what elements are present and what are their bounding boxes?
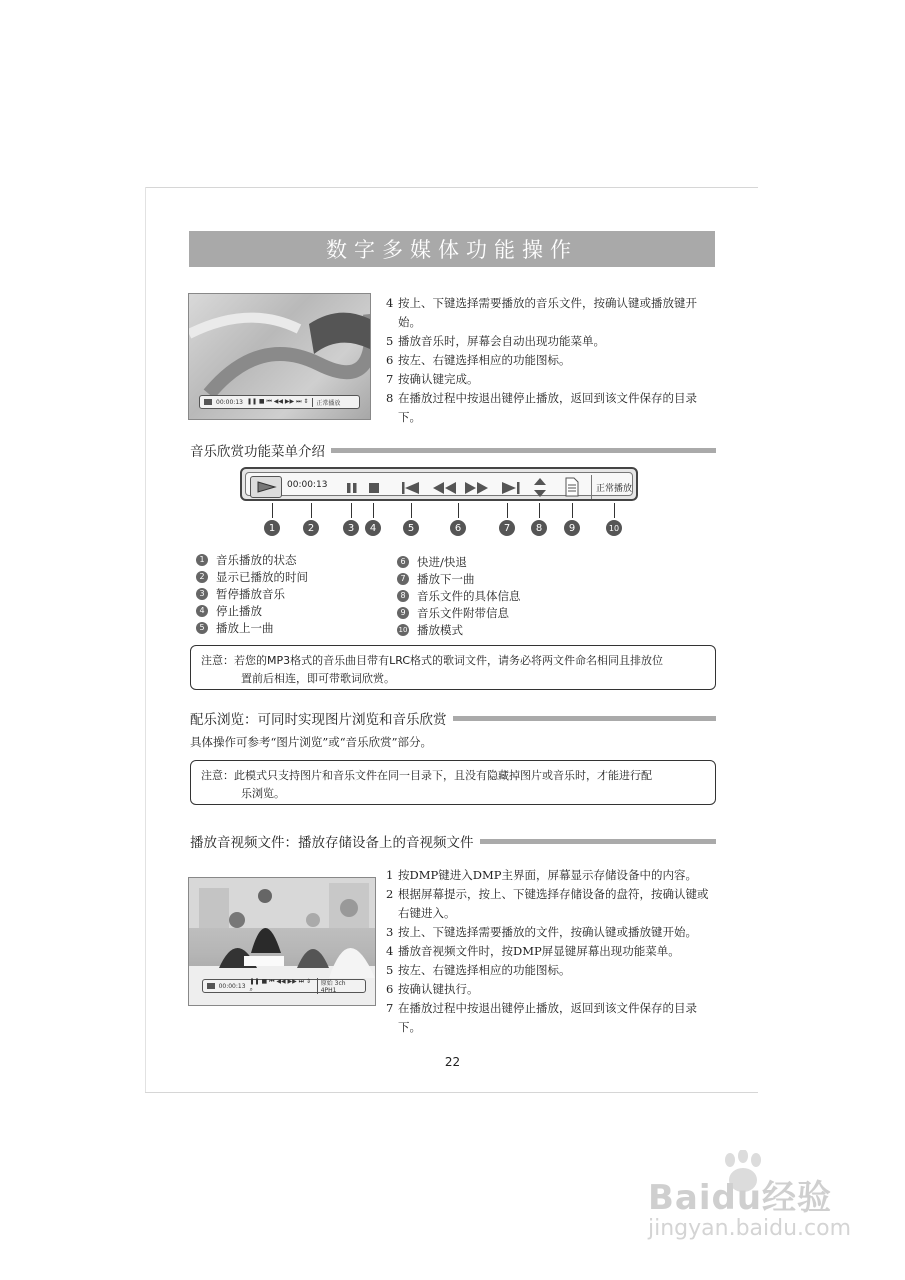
callout-line <box>311 503 312 518</box>
pause-icon <box>346 480 358 496</box>
list-item: 4 按上、下键选择需要播放的音乐文件，按确认键或播放键开始。 <box>386 296 697 329</box>
music-control-bar <box>240 467 638 501</box>
callout-badge: 7 <box>499 520 515 536</box>
slideshow-note-box <box>190 760 716 805</box>
slideshow-music-heading-text: 配乐浏览：可同时实现图片浏览和音乐欣赏 <box>190 712 447 728</box>
callout-line <box>272 503 273 518</box>
play-status-icon <box>250 476 282 498</box>
previous-track-icon <box>401 480 421 496</box>
callout-badge: 1 <box>264 520 280 536</box>
lrc-note-box <box>190 645 716 690</box>
control-separator <box>591 475 592 499</box>
mini-mode: 正常播放 <box>312 398 340 407</box>
video-steps <box>386 866 716 1037</box>
mini-controls-icon: ❚❚ ■ ⏮ ◀◀ ▶▶ ⏭ ⇕ <box>246 398 309 405</box>
watermark-brand: Baidu经验 <box>648 1178 833 1218</box>
note-line: 注意：若您的MP3格式的音乐曲目带有LRC格式的歌词文件，请务必将两文件命名相同且排放位 <box>201 654 664 667</box>
video-screen-image <box>188 877 376 1006</box>
callout-line <box>539 503 540 518</box>
mini-mode: 原始 3ch 4PH1 <box>317 978 361 994</box>
stop-icon <box>368 480 380 496</box>
callout-badge: 6 <box>450 520 466 536</box>
list-item: 7 按确认键完成。 <box>386 372 479 386</box>
music-mini-control-bar <box>199 395 360 409</box>
legend-item: 5 播放上一曲 <box>196 619 308 636</box>
legend-item: 2 显示已播放的时间 <box>196 568 308 585</box>
callout-badge: 3 <box>343 520 359 536</box>
menu-intro-heading-text: 音乐欣赏功能菜单介绍 <box>190 444 325 460</box>
control-bar-inner <box>245 472 633 496</box>
legend-item: 1 音乐播放的状态 <box>196 551 308 568</box>
play-mode-label: 正常播放 <box>596 484 633 494</box>
list-item: 4 播放音视频文件时，按DMP屏显键屏幕出现功能菜单。 <box>386 944 680 958</box>
video-heading <box>190 831 716 851</box>
page-title: 数字多媒体功能操作 <box>189 231 715 267</box>
legend-item: 4 停止播放 <box>196 602 308 619</box>
page-number: 22 <box>444 1055 461 1069</box>
heading-rule <box>331 448 716 453</box>
callout-line <box>373 503 374 518</box>
page-bottom-rule <box>145 1092 758 1093</box>
callout-badge: 5 <box>403 520 419 536</box>
legend-item: 3 暂停播放音乐 <box>196 585 308 602</box>
music-screen-image <box>188 293 371 420</box>
document-icon <box>564 477 580 497</box>
mini-time: 00:00:13 <box>218 982 246 990</box>
mini-play-icon <box>204 399 212 405</box>
callout-badge: 8 <box>531 520 547 536</box>
mini-play-icon <box>207 983 215 989</box>
heading-rule <box>453 716 717 721</box>
legend-item: 9 音乐文件附带信息 <box>397 604 521 621</box>
legend-left <box>196 551 308 636</box>
callout-badge: 4 <box>365 520 381 536</box>
list-item: 5 按左、右键选择相应的功能图标。 <box>386 963 571 977</box>
callout-badge: 9 <box>564 520 580 536</box>
mini-controls-icon: ❚❚ ■ ⏮ ◀◀ ▶▶ ⏭ ⇕ ⌕ <box>249 978 311 993</box>
note-line: 置前后相连，即可带歌词欣赏。 <box>241 672 395 685</box>
slideshow-music-heading <box>190 708 716 728</box>
music-steps <box>386 294 716 427</box>
video-mini-control-bar <box>202 979 366 993</box>
updown-info-icon <box>533 477 547 499</box>
list-item: 2 根据屏幕提示，按上、下键选择存储设备的盘符，按确认键或右键进入。 <box>386 887 709 920</box>
video-heading-text: 播放音视频文件：播放存储设备上的音视频文件 <box>190 835 474 851</box>
callout-badge: 10 <box>606 520 622 536</box>
fast-forward-icon <box>463 480 489 496</box>
list-item: 5 播放音乐时，屏幕会自动出现功能菜单。 <box>386 334 605 348</box>
legend-item: 6 快进/快退 <box>397 553 521 570</box>
watermark-url: jingyan.baidu.com <box>648 1216 852 1241</box>
page-left-rule <box>145 187 146 1092</box>
list-item: 3 按上、下键选择需要播放的文件，按确认键或播放键开始。 <box>386 925 697 939</box>
note-line: 注意：此模式只支持图片和音乐文件在同一目录下，且没有隐藏掉图片或音乐时，才能进行配 <box>201 769 652 782</box>
slideshow-music-desc: 具体操作可参考“图片浏览”或“音乐欣赏”部分。 <box>190 735 433 749</box>
callout-line <box>507 503 508 518</box>
note-line: 乐浏览。 <box>241 787 285 800</box>
callout-line <box>458 503 459 518</box>
page-top-rule <box>145 187 758 188</box>
callout-line <box>411 503 412 518</box>
mini-time: 00:00:13 <box>216 398 243 406</box>
callout-line <box>614 503 615 518</box>
list-item: 6 按确认键执行。 <box>386 982 479 996</box>
legend-item: 10 播放模式 <box>398 622 463 637</box>
next-track-icon <box>501 480 521 496</box>
list-item: 7 在播放过程中按退出键停止播放，返回到该文件保存的目录下。 <box>386 1001 697 1034</box>
rewind-icon <box>432 480 458 496</box>
legend-item: 7 播放下一曲 <box>397 570 521 587</box>
heading-rule <box>480 839 717 844</box>
callout-badge: 2 <box>303 520 319 536</box>
legend-right <box>397 553 521 638</box>
menu-intro-heading <box>190 440 716 460</box>
callout-line <box>351 503 352 518</box>
elapsed-time: 00:00:13 <box>287 480 328 490</box>
legend-item: 8 音乐文件的具体信息 <box>397 587 521 604</box>
list-item: 8 在播放过程中按退出键停止播放，返回到该文件保存的目录下。 <box>386 391 697 424</box>
list-item: 1 按DMP键进入DMP主界面，屏幕显示存储设备中的内容。 <box>386 868 697 882</box>
callout-line <box>572 503 573 518</box>
list-item: 6 按左、右键选择相应的功能图标。 <box>386 353 571 367</box>
